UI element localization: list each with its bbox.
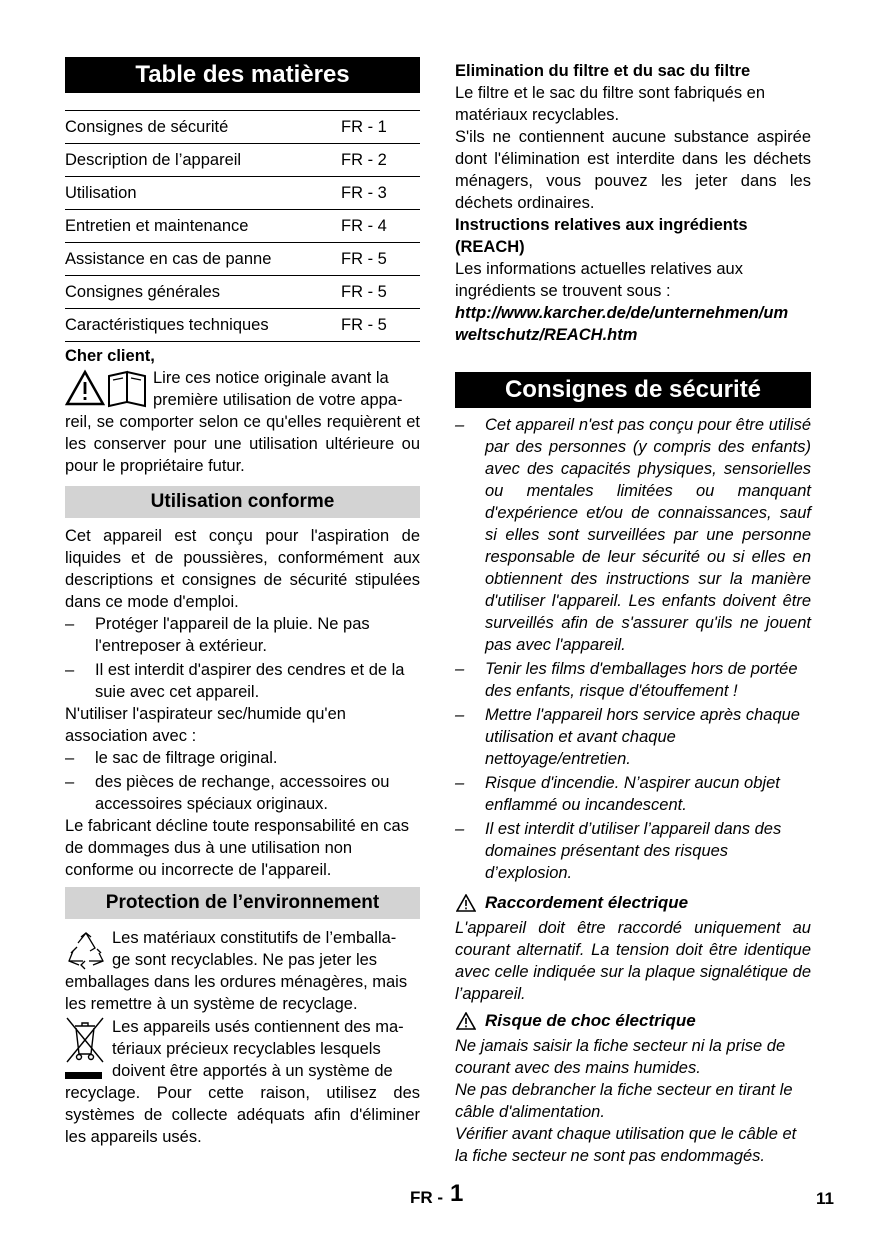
toc-row[interactable]: Consignes de sécurité FR - 1 — [65, 111, 420, 144]
toc-row[interactable]: Utilisation FR - 3 — [65, 177, 420, 210]
shock-heading: Risque de choc électrique — [455, 1010, 811, 1032]
recycle-icon — [65, 931, 107, 971]
toc-row[interactable]: Caractéristiques techniques FR - 5 — [65, 309, 420, 342]
filter-section: Elimination du filtre et du sac du filtre Le filtre et le sac du filtre sont fabriqués en matériaux recyclables. S'ils ne contiennent aucune substance aspirée dont l'élimination est interdite dans les déchets ménagers, vous pouvez les jeter dans les déchets ordinaires. Instructions relatives aux ingrédients (REACH) Les informations actuelles relatives aux ingrédients se trouvent sous : http://www.karcher.de/de/unternehmen/umweltschutz/REACH.htm — [455, 62, 811, 344]
list-item: – des pièces de rechange, accessoires ou accessoires spéciaux originaux. — [65, 773, 390, 813]
list-item: – Risque d'incendie. N’aspirer aucun objet enflammé ou incandescent. — [455, 774, 780, 814]
list-item: – Tenir les films d'emballages hors de portée des enfants, risque d'étouffement ! — [455, 660, 798, 700]
safety-title: Consignes de sécurité — [455, 372, 811, 408]
warning-icon — [456, 894, 476, 912]
intro-section: Cher client, Lire ces notice originale avant la première utilisation de votre appa- reil, se comporter selon ce qu'elles requièrent et les conserver pour une utilisation ultérieure ou pour le propriétaire futur. — [65, 347, 420, 475]
page-number: 11 — [816, 1189, 834, 1208]
toc-row[interactable]: Description de l’appareil FR - 2 — [65, 144, 420, 177]
electric-heading: Raccordement électrique — [455, 892, 811, 914]
toc-row[interactable]: Consignes générales FR - 5 — [65, 276, 420, 309]
safety-section: – Cet appareil n'est pas conçu pour être utilisé par des personnes (y compris des enfants) avec des capacités physiques, sensorielles ou mentales limitées ou manquant d'expérience et/ou de connaissances, sauf si elles sont surveillées par une personne responsable de leur sécurité ou si elles en obtiennent des instructions sur la manière d'utiliser l'appareil. Les enfants doivent être surveillés afin de s'assurer qu'ils ne jouent pas avec l'appareil. – Tenir les films d'emballages hors de portée des enfants, risque d'étouffement ! – Mettre l'appareil hors service après chaque utilisation et avant chaque nettoyage/entretien. – Risque d'incendie. N’aspirer aucun objet enflammé ou incandescent. – Il est interdit d’utiliser l’appareil dans des domaines présentant des risques d’explosion. Raccordement électrique L'appareil doit être raccordé uniquement au courant alternatif. La tension doit être identique avec celle indiquée sur la plaque signalétique de l’appareil. Risque de choc électrique Ne jamais saisir la fiche secteur ni la prise de courant avec des mains humides. Ne pas debrancher la fiche secteur en tirant le câble d'alimentation. Vérifier avant chaque utilisation que le câble et la fiche secteur ne sont pas endommagés. — [455, 416, 811, 1165]
warning-icon — [456, 1012, 476, 1030]
list-item: – Il est interdit d'aspirer des cendres et de la suie avec cet appareil. — [65, 661, 405, 701]
toc-row[interactable]: Entretien et maintenance FR - 4 — [65, 210, 420, 243]
list-item: – le sac de filtrage original. — [65, 749, 278, 767]
weee-bin-icon — [65, 1016, 105, 1086]
filter-heading: Elimination du filtre et du sac du filtre — [455, 62, 751, 80]
environment-section: Les matériaux constitutifs de l’emballa- ge sont recyclables. Ne pas jeter les emballages dans les ordures ménagères, mais les remettre à un système de recyclage. Les appareils usés contiennent des ma- tériaux précieux recyclables lesquels doivent être apportés à un système de recyclage. Pour cette raison, utilisez des systèmes de collecte adéquats afin d'éliminer les appareils usés. — [65, 929, 420, 1146]
footer-prefix: FR - — [410, 1188, 444, 1207]
list-item: – Protéger l'appareil de la pluie. Ne pas l'entreposer à extérieur. — [65, 615, 370, 655]
footer-section-number: 1 — [450, 1180, 464, 1207]
list-item: – Il est interdit d’utiliser l’appareil dans des domaines présentant des risques d’explosion. — [455, 820, 782, 882]
reach-heading: Instructions relatives aux ingrédients (REACH) — [455, 216, 748, 256]
greeting: Cher client, — [65, 347, 155, 365]
toc-row[interactable]: Assistance en cas de panne FR - 5 — [65, 243, 420, 276]
toc-title: Table des matières — [65, 57, 420, 93]
environment-title: Protection de l’environnement — [65, 887, 420, 919]
warning-manual-icon — [65, 368, 151, 408]
list-item: – Cet appareil n'est pas conçu pour être utilisé par des personnes (y compris des enfants) avec des capacités physiques, sensorielles ou mentales limitées ou manquant d'expérience et/ou de connaissances, sauf si elles sont surveillées par une personne responsable de leur sécurité ou si elles en obtiennent des instructions sur la manière d'utiliser l'appareil. Les enfants doivent être surveillés afin de s'assurer qu'ils ne jouent pas avec l'appareil. — [455, 416, 811, 654]
table-of-contents — [65, 110, 420, 342]
list-item: – Mettre l'appareil hors service après chaque utilisation et avant chaque nettoyage/entretien. — [455, 706, 800, 768]
usage-section: Cet appareil est conçu pour l'aspiration de liquides et de poussières, conformément aux descriptions et consignes de sécurité stipulées dans ce mode d'emploi. – Protéger l'appareil de la pluie. Ne pas l'entreposer à extérieur. – Il est interdit d'aspirer des cendres et de la suie avec cet appareil. N'utiliser l'aspirateur sec/humide qu'en association avec : – le sac de filtrage original. – des pièces de rechange, accessoires ou accessoires spéciaux originaux. Le fabricant décline toute responsabilité en cas de dommages dus à une utilisation non conforme ou incorrecte de l'appareil. — [65, 527, 420, 879]
usage-title: Utilisation conforme — [65, 486, 420, 518]
reach-link[interactable]: http://www.karcher.de/de/unternehmen/umweltschutz/REACH.htm — [455, 304, 789, 344]
